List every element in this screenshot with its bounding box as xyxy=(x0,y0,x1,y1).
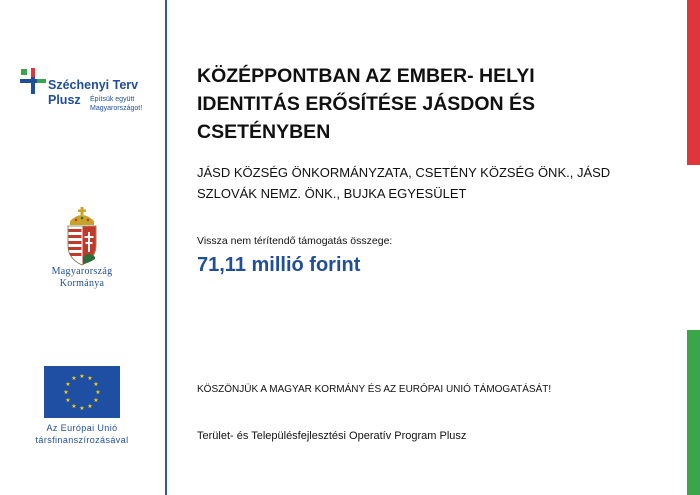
program-name: Terület- és Településfejlesztési Operatív Program Plusz xyxy=(197,430,467,442)
svg-text:★: ★ xyxy=(93,397,99,404)
svg-text:★: ★ xyxy=(79,373,85,380)
government-name-line1: Magyarország xyxy=(51,266,113,277)
eu-text-line2: társfinanszírozásával xyxy=(35,435,129,445)
svg-text:★: ★ xyxy=(65,397,71,404)
flag-red-bar xyxy=(687,0,700,165)
svg-text:★: ★ xyxy=(71,375,77,382)
grant-label: Vissza nem térítendő támogatás összege: xyxy=(197,235,393,247)
szechenyi-title: Széchenyi Terv xyxy=(48,78,139,92)
szechenyi-terv-logo xyxy=(18,66,158,126)
eu-flag-icon xyxy=(44,366,120,418)
project-title: KÖZÉPPONTBAN AZ EMBER- HELYI IDENTITÁS ERŐSÍTÉSE JÁSDON ÉS CSETÉNYBEN xyxy=(197,65,536,143)
svg-text:★: ★ xyxy=(71,403,77,410)
eu-text-line1: Az Európai Unió xyxy=(46,423,118,433)
svg-text:★: ★ xyxy=(87,403,93,410)
szechenyi-plusz: Plusz xyxy=(48,93,81,107)
government-name xyxy=(30,266,134,290)
svg-text:★: ★ xyxy=(93,381,99,388)
szechenyi-cross-icon xyxy=(18,66,48,96)
coat-of-arms-icon xyxy=(62,207,102,269)
flag-green-bar xyxy=(687,330,700,495)
eu-cofinancing-text xyxy=(22,422,142,446)
szechenyi-tagline: Építsük együtt Magyarországot! xyxy=(90,96,143,112)
svg-text:★: ★ xyxy=(63,389,69,396)
grant-amount: 71,11 millió forint xyxy=(197,254,361,276)
svg-text:★: ★ xyxy=(79,405,85,412)
vertical-divider xyxy=(165,0,167,495)
beneficiaries-text: JÁSD KÖZSÉG ÖNKORMÁNYZATA, CSETÉNY KÖZSÉG ÖNK., JÁSD SZLOVÁK NEMZ. ÖNK., BUJKA EGYESÜLET xyxy=(197,165,611,201)
government-name-line2: Kormánya xyxy=(59,278,105,289)
svg-text:★: ★ xyxy=(87,375,93,382)
svg-text:★: ★ xyxy=(95,389,101,396)
thanks-text: KÖSZÖNJÜK A MAGYAR KORMÁNY ÉS AZ EURÓPAI UNIÓ TÁMOGATÁSÁT! xyxy=(197,384,552,395)
svg-text:★: ★ xyxy=(65,381,71,388)
